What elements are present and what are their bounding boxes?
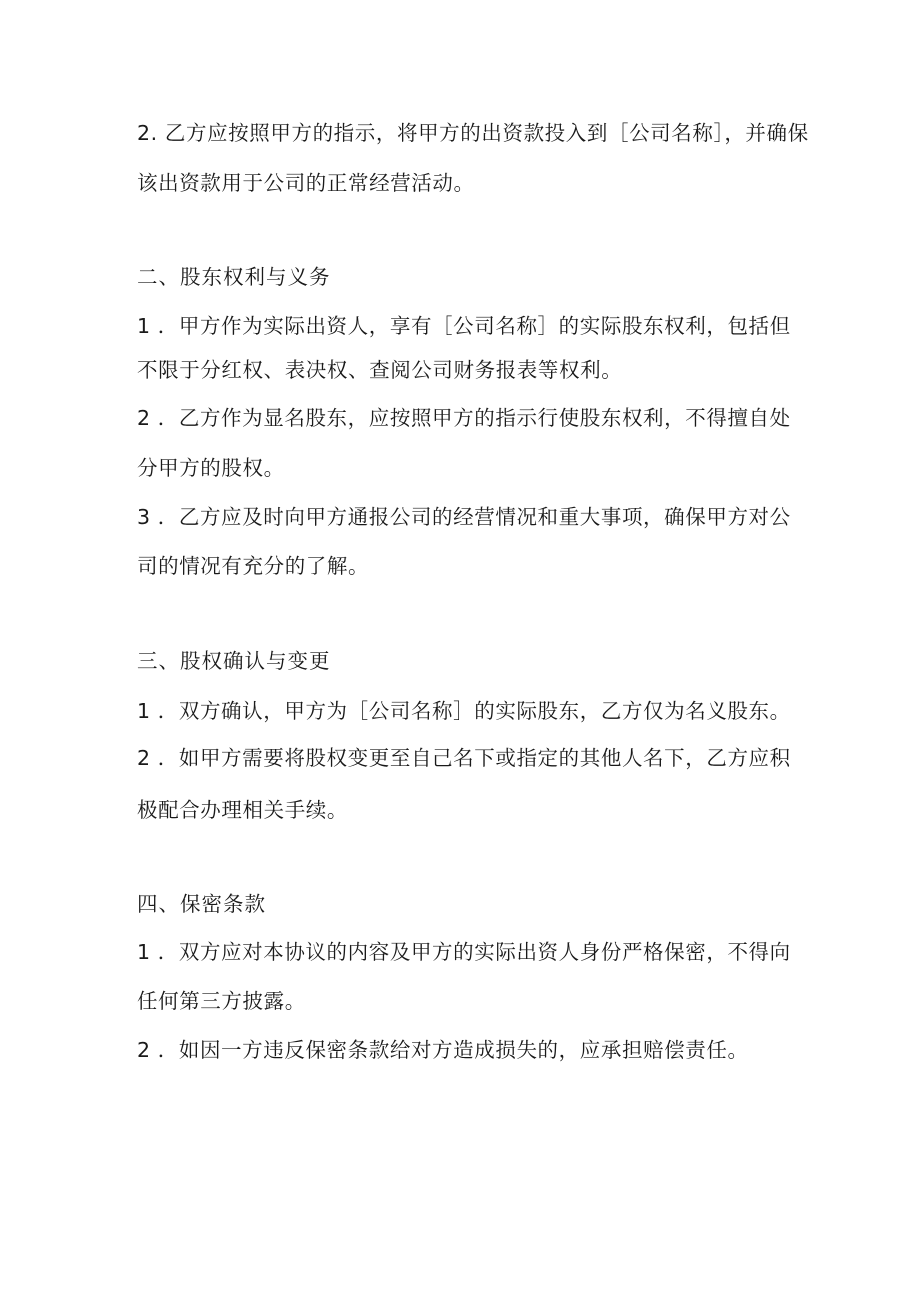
section-2-item-1-line-2: 不限于分红权、表决权、查阅公司财务报表等权利。 <box>137 358 623 382</box>
section-2-item-3-line-2: 司的情况有充分的了解。 <box>137 554 370 578</box>
clause-2-2-line-2: 该出资款用于公司的正常经营活动。 <box>137 171 475 195</box>
section-2-item-2-line-1: 2 ．乙方作为显名股东，应按照甲方的指示行使股东权利，不得擅自处 <box>137 406 791 430</box>
section-heading-confidentiality: 四、保密条款 <box>137 892 266 916</box>
section-heading-equity-confirmation: 三、股权确认与变更 <box>137 649 331 673</box>
section-4-item-2-line-1: 2 ．如因一方违反保密条款给对方造成损失的，应承担赔偿责任。 <box>137 1038 749 1062</box>
section-3-item-1-line-1: 1 ．双方确认，甲方为［公司名称］的实际股东，乙方仅为名义股东。 <box>137 699 791 723</box>
section-heading-shareholder-rights: 二、股东权利与义务 <box>137 265 331 289</box>
section-4-item-1-line-2: 任何第三方披露。 <box>137 989 306 1013</box>
section-4-item-1-line-1: 1 ．双方应对本协议的内容及甲方的实际出资人身份严格保密，不得向 <box>137 940 791 964</box>
section-2-item-2-line-2: 分甲方的股权。 <box>137 456 285 480</box>
section-3-item-2-line-1: 2 ．如甲方需要将股权变更至自己名下或指定的其他人名下，乙方应积 <box>137 746 791 770</box>
section-2-item-1-line-1: 1 ．甲方作为实际出资人，享有［公司名称］的实际股东权利，包括但 <box>137 314 791 338</box>
section-2-item-3-line-1: 3 ．乙方应及时向甲方通报公司的经营情况和重大事项，确保甲方对公 <box>137 505 791 529</box>
section-3-item-2-line-2: 极配合办理相关手续。 <box>137 798 348 822</box>
clause-2-2-line-1: 2. 乙方应按照甲方的指示，将甲方的出资款投入到［公司名称］，并确保 <box>137 121 809 145</box>
